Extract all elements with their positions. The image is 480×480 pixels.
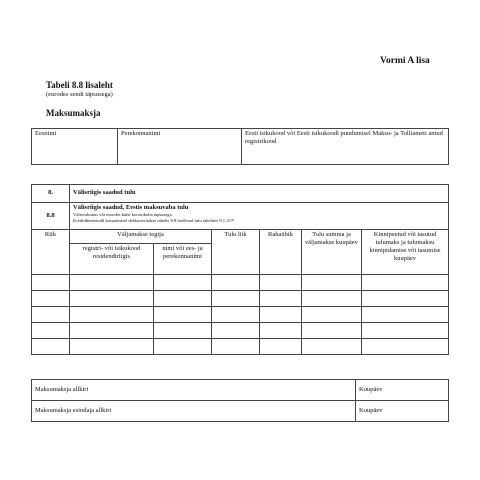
payer-row — [32, 129, 449, 165]
cell[interactable] — [362, 307, 449, 323]
cell[interactable] — [154, 291, 212, 307]
cell[interactable] — [154, 275, 212, 291]
section-title: Maksumaksja — [46, 108, 101, 118]
cell[interactable] — [212, 307, 260, 323]
section-header-row — [32, 185, 449, 203]
cell[interactable] — [260, 307, 302, 323]
signature-row — [32, 380, 449, 401]
cell[interactable] — [260, 275, 302, 291]
table-row — [32, 323, 449, 339]
cell[interactable] — [154, 323, 212, 339]
cell[interactable] — [154, 339, 212, 355]
cell[interactable] — [32, 323, 70, 339]
representative-signature-date-field[interactable]: Kuupäev — [356, 401, 449, 422]
first-name-field[interactable]: Eesnimi — [32, 129, 118, 165]
table-row — [32, 275, 449, 291]
cell[interactable] — [302, 291, 362, 307]
payer-table — [31, 128, 449, 165]
form-code: Vormi A lisa — [380, 56, 430, 66]
col-header-payer-id: registri- või isikukood residendiriigis — [70, 244, 154, 275]
cell[interactable] — [212, 275, 260, 291]
table-row — [32, 307, 449, 323]
cell[interactable] — [212, 291, 260, 307]
section-number: 8. — [32, 185, 70, 203]
cell[interactable] — [212, 339, 260, 355]
table-row — [32, 339, 449, 355]
payer-signature-date-field[interactable]: Kuupäev — [356, 380, 449, 401]
col-header-withheld: Kinnipeetud või tasutud tulumaks ja tulumaksu kinnipidamise või tasumise kuupäev — [362, 230, 449, 275]
income-table — [31, 184, 449, 355]
col-header-income-type: Tulu liik — [212, 230, 260, 275]
cell[interactable] — [32, 307, 70, 323]
cell[interactable] — [302, 307, 362, 323]
table-row — [32, 291, 449, 307]
cell[interactable] — [32, 275, 70, 291]
subsection-title: Välisriigis saadud, Eestis maksuvaba tulu — [73, 204, 189, 211]
col-header-amount: Tulu summa ja väljamakse kuupäev — [302, 230, 362, 275]
representative-signature-field[interactable]: Maksumaksja esindaja allkiri — [32, 401, 356, 422]
subsection-heading — [70, 203, 449, 230]
id-code-field[interactable]: Eesti isikukood või Eesti isikukoodi puudumisel Maksu- ja Tolliameti antud registrikood — [242, 129, 449, 165]
col-header-country: Riik — [32, 230, 70, 275]
cell[interactable] — [302, 339, 362, 355]
subsection-number: 8.8 — [32, 203, 70, 230]
signature-table — [31, 379, 449, 422]
subsection-note-2: Krediidimeetodil kasutamisel deklareeritakse tabelis 8.8 loetletud tulu tabelites 8.1–8.7¹ — [73, 217, 235, 223]
payer-signature-field[interactable]: Maksumaksja allkiri — [32, 380, 356, 401]
cell[interactable] — [154, 307, 212, 323]
cell[interactable] — [362, 339, 449, 355]
cell[interactable] — [260, 323, 302, 339]
page-title: Tabeli 8.8 lisaleht — [46, 80, 113, 90]
col-header-payer: Väljamakse tegija — [70, 230, 212, 244]
col-header-currency: Rahaühik — [260, 230, 302, 275]
cell[interactable] — [32, 339, 70, 355]
subsection-header-row — [32, 203, 449, 230]
cell[interactable] — [302, 275, 362, 291]
cell[interactable] — [362, 275, 449, 291]
cell[interactable] — [362, 291, 449, 307]
cell[interactable] — [302, 323, 362, 339]
cell[interactable] — [32, 291, 70, 307]
cell[interactable] — [70, 307, 154, 323]
cell[interactable] — [70, 275, 154, 291]
section-heading: Välisriigis saadud tulu — [70, 185, 449, 203]
cell[interactable] — [260, 291, 302, 307]
cell[interactable] — [70, 291, 154, 307]
cell[interactable] — [260, 339, 302, 355]
last-name-field[interactable]: Perekonnanimi — [118, 129, 242, 165]
cell[interactable] — [70, 323, 154, 339]
signature-row — [32, 401, 449, 422]
column-header-row — [32, 230, 449, 244]
subsection-note-1: Välisvaluutas või eurodes kuhe korraokoha täpsusega. — [73, 212, 173, 218]
cell[interactable] — [212, 323, 260, 339]
page-subtitle: (eurodes sendi täpsusega) — [46, 91, 113, 98]
cell[interactable] — [362, 323, 449, 339]
col-header-payer-name: nimi või ees- ja perekonnanimi — [154, 244, 212, 275]
cell[interactable] — [70, 339, 154, 355]
